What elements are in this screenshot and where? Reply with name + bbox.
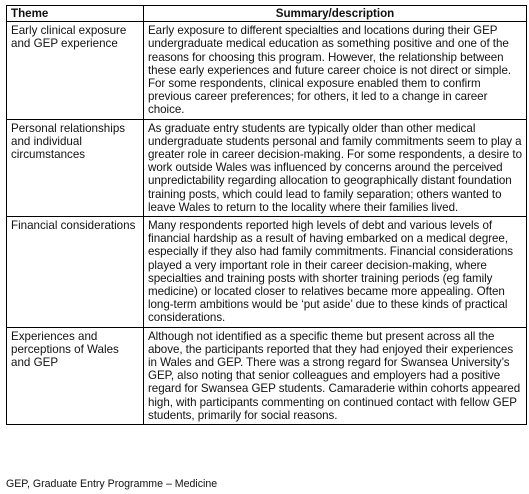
description-cell: Early exposure to different specialties and locations during their GEP undergraduate medical education as something positive and one of the reasons for choosing this program. However, the relationship between these early experiences and future career choice is not direct or simple. For some respondents, clinical exposure enabled them to confirm previous career preferences; for others, it led to a change in career choice.: [144, 22, 527, 119]
header-description: Summary/description: [144, 6, 527, 22]
table-header: [7, 6, 527, 22]
table-footnote: GEP, Graduate Entry Programme – Medicine: [6, 478, 218, 490]
theme-cell: Experiences and perceptions of Wales and GEP: [7, 327, 144, 424]
theme-cell: Early clinical exposure and GEP experience: [7, 22, 144, 119]
theme-cell: Financial considerations: [7, 217, 144, 328]
themes-table: [6, 5, 527, 425]
header-theme: Theme: [7, 6, 144, 22]
table-row: [7, 327, 527, 424]
description-cell: As graduate entry students are typically older than other medical undergraduate students personal and family commitments seem to play a greater role in career decision-making. For some respondents, a desire to work outside Wales was influenced by concerns around the perceived unpredictability regarding allocation to geographically distant foundation training posts, which could lead to family separation; others wanted to leave Wales to return to the locality where their families lived.: [144, 119, 527, 216]
header-row: [7, 6, 527, 22]
description-cell: Many respondents reported high levels of debt and various levels of financial hardship as a result of having embarked on a medical degree, especially if they also had family commitments. Financial considerations played a very important role in their career decision-making, where specialties and training posts with shorter training periods (eg family medicine) or located closer to relatives became more appealing. Often long-term ambitions would be ‘put aside’ due to these kinds of practical considerations.: [144, 217, 527, 328]
table-row: [7, 22, 527, 119]
description-cell: Although not identified as a specific theme but present across all the above, the participants reported that they had enjoyed their experiences in Wales and GEP. There was a strong regard for Swansea University’s GEP, also noting that senior colleagues and employers had a positive regard for Swansea GEP students. Camaraderie within cohorts appeared high, with participants commenting on continued contact with fellow GEP students, primarily for social reasons.: [144, 327, 527, 424]
table-row: [7, 119, 527, 216]
table-body: [7, 22, 527, 425]
table-row: [7, 217, 527, 328]
theme-cell: Personal relationships and individual circumstances: [7, 119, 144, 216]
